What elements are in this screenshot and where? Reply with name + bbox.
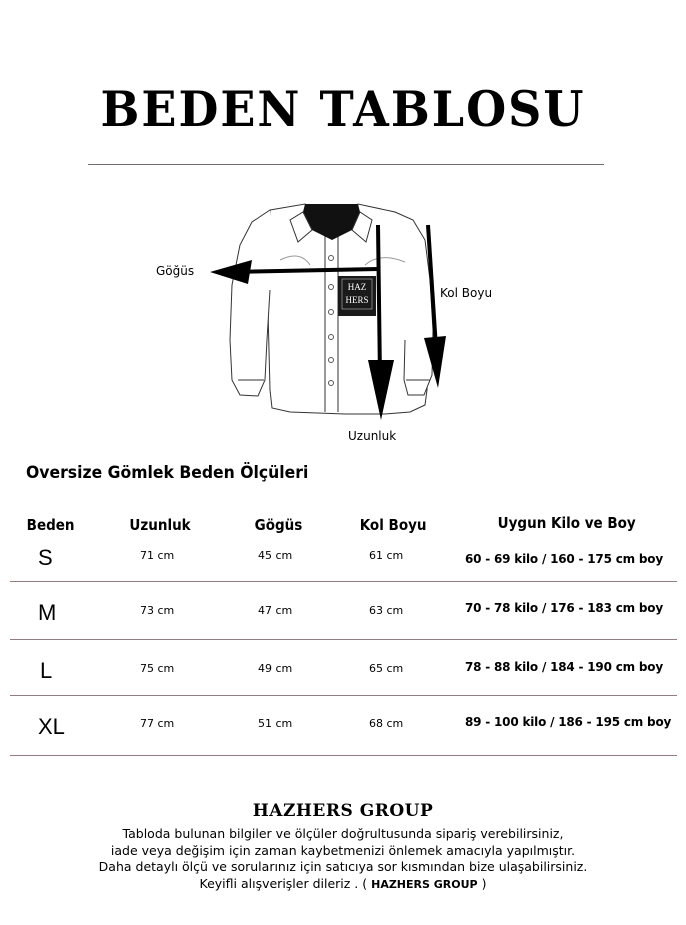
footer-line: Tabloda bulunan bilgiler ve ölçüler doğrultusunda sipariş verebilirsiniz, (122, 826, 564, 841)
table-row-fit: 60 - 69 kilo / 160 - 175 cm boy (465, 552, 663, 566)
table-row-length: 71 cm (140, 549, 175, 562)
tag-line1: HAZ (347, 282, 367, 292)
brand-tag-icon (338, 276, 376, 316)
header-sleeve: Kol Boyu (359, 516, 427, 534)
table-row-length: 77 cm (140, 717, 175, 730)
footer-text (0, 826, 686, 893)
header-chest: Gögüs (254, 516, 303, 534)
table-row-size: M (38, 600, 57, 625)
header-length: Uzunluk (129, 516, 191, 534)
table-row-sleeve: 68 cm (369, 717, 404, 730)
table-row-fit: 70 - 78 kilo / 176 - 183 cm boy (465, 601, 663, 615)
table-row-size: L (40, 658, 53, 683)
row-divider (10, 755, 677, 756)
footer-line: Daha detaylı ölçü ve sorularınız için satıcıya sor kısmından bize ulaşabilirsiniz. (98, 859, 588, 874)
table-row-fit: 78 - 88 kilo / 184 - 190 cm boy (465, 660, 663, 674)
chest-label: Göğüs (156, 264, 195, 278)
brand-title: HAZHERS GROUP (252, 801, 434, 821)
table-row-size: S (38, 545, 53, 570)
table-row-sleeve: 63 cm (369, 604, 404, 617)
page-title: BEDEN TABLOSU (100, 80, 586, 138)
footer-closing: Keyifli alışverişler dileriz . ( (199, 875, 368, 891)
table-row-sleeve: 65 cm (369, 662, 404, 675)
sleeve-label: Kol Boyu (440, 286, 493, 300)
table-row-length: 73 cm (140, 604, 175, 617)
header-fit: Uygun Kilo ve Boy (497, 514, 636, 532)
length-label: Uzunluk (348, 429, 397, 443)
table-row-sleeve: 61 cm (369, 549, 404, 562)
table-row-length: 75 cm (140, 662, 175, 675)
footer-closing-paren: ) (481, 875, 487, 891)
row-divider (10, 581, 677, 582)
table-row-chest: 45 cm (258, 549, 293, 562)
footer-line (0, 876, 686, 894)
table-row-chest: 51 cm (258, 717, 293, 730)
tag-line2: HERS (345, 295, 369, 305)
header-size: Beden (26, 516, 75, 534)
footer-line: iade veya değişim için zaman kaybetmenizi önlemek amacıyla yapılmıştır. (110, 842, 576, 858)
table-row-chest: 49 cm (258, 662, 293, 675)
table-row-chest: 47 cm (258, 604, 293, 617)
title-divider (88, 164, 604, 165)
row-divider (10, 639, 677, 640)
row-divider (10, 695, 677, 696)
shirt-diagram (140, 190, 560, 450)
table-row-size: XL (38, 714, 65, 739)
footer-brand: HAZHERS GROUP (371, 877, 478, 891)
table-row-fit: 89 - 100 kilo / 186 - 195 cm boy (465, 715, 672, 729)
table-title: Oversize Gömlek Beden Ölçüleri (26, 463, 309, 483)
